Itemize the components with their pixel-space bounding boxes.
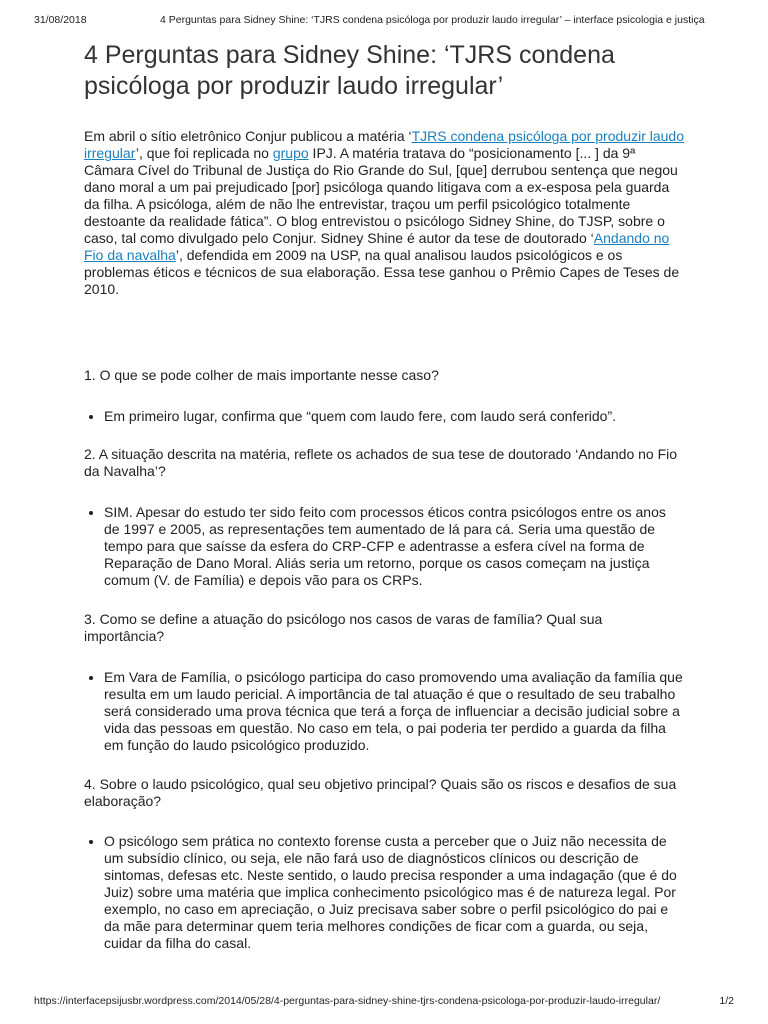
answer-2: • SIM. Apesar do estudo ter sido feito com processos éticos contra psicólogos entre os anos de 1997 e 2005, as representações tem aumentado de lá para cá. Seria uma questão de tempo para que saísse da esfera do CRP-CFP e adentrasse a esfera cível na forma de Reparação de Dano Moral. Aliás seria um retorno, porque os casos começam na justiça comum (V. de Família) e depois vão para os CRPs.: [104, 504, 684, 589]
answer-list-1: [84, 408, 684, 425]
print-header: [34, 14, 734, 28]
answer-list-2: [84, 504, 684, 589]
intro-paragraph: [84, 128, 684, 298]
question-3: 3. Como se define a atuação do psicólogo nos casos de varas de família? Qual sua importância?: [84, 611, 603, 644]
grupo-link[interactable]: grupo: [272, 145, 309, 161]
answer-list-3: [84, 669, 684, 754]
page-number: 1/2: [719, 995, 734, 1007]
question-4: 4. Sobre o laudo psicológico, qual seu objetivo principal? Quais são os riscos e desafios de sua elaboração?: [84, 776, 677, 809]
intro-text-1: Em abril o sítio eletrônico Conjur publicou a matéria ‘: [84, 128, 412, 144]
print-document-title: 4 Perguntas para Sidney Shine: ‘TJRS condena psicóloga por produzir laudo irregular’ – interface psicologia e justiça: [160, 14, 705, 26]
answer-4: • O psicólogo sem prática no contexto forense custa a perceber que o Juiz não necessita de um subsídio clínico, ou seja, ele não fará uso de diagnósticos clínicos ou descrição de sintomas, defesas etc. Neste sentido, o laudo precisa responder a uma indagação (que é do Juiz) sobre uma matéria que implica conhecimento psicológico mas é de natureza legal. Por exemplo, no caso em apreciação, o Juiz precisava saber sobre o perfil psicológico do pai e da mãe para determinar quem teria melhores condições de ficar com a guarda, ou seja, cuidar da filha do casal.: [104, 833, 684, 952]
print-date: 31/08/2018: [34, 14, 87, 26]
answer-3: • Em Vara de Família, o psicólogo participa do caso promovendo uma avaliação da família que resulta em um laudo pericial. A importância de tal atuação é que o resultado de seu trabalho será considerado uma prova técnica que terá a força de influenciar a decisão judicial sobre a vida das pessoas em questão. No caso em tela, o pai poderia ter perdido a guarda da filha em função do laudo psicológico produzido.: [104, 669, 684, 754]
print-url: https://interfacepsijusbr.wordpress.com/2014/05/28/4-perguntas-para-sidney-shine-tjrs-condena-psicologa-por-produzir-laudo-irregular/: [34, 995, 661, 1007]
question-1: 1. O que se pode colher de mais importante nesse caso?: [84, 367, 439, 383]
intro-text-3: IPJ. A matéria tratava do “posicionamento [... ] da 9ª Câmara Cível do Tribunal de Justiça do Rio Grande do Sul, [que] derrubou sentença que negou dano moral a um pai prejudicado [por] psicóloga quando litigava com a ex-esposa pela guarda da filha. A psicóloga, além de não lhe entrevistar, traçou um perfil psicológico totalmente destoante da realidade fática”. O blog entrevistou o psicólogo Sidney Shine, do TJSP, sobre o caso, tal como divulgado pelo Conjur. Sidney Shine é autor da tese de doutorado ‘: [84, 145, 678, 246]
thesis-link[interactable]: Andando no Fio da navalha: [84, 230, 670, 263]
intro-text-4: ’, defendida em 2009 na USP, na qual analisou laudos psicológicos e os problemas éticos e técnicos de sua elaboração. Essa tese ganhou o Prêmio Capes de Teses de 2010.: [84, 247, 680, 297]
intro-text-2: ’, que foi replicada no: [135, 145, 273, 161]
answer-1: • Em primeiro lugar, confirma que “quem com laudo fere, com laudo será conferido”.: [104, 408, 684, 425]
conjur-article-link[interactable]: TJRS condena psicóloga por produzir laudo irregular: [84, 128, 684, 161]
answer-list-4: [84, 833, 684, 952]
article: [84, 40, 684, 952]
question-2: 2. A situação descrita na matéria, reflete os achados de sua tese de doutorado ‘Andando no Fio da Navalha’?: [84, 446, 678, 479]
article-title: 4 Perguntas para Sidney Shine: ‘TJRS condena psicóloga por produzir laudo irregular’: [84, 41, 615, 100]
